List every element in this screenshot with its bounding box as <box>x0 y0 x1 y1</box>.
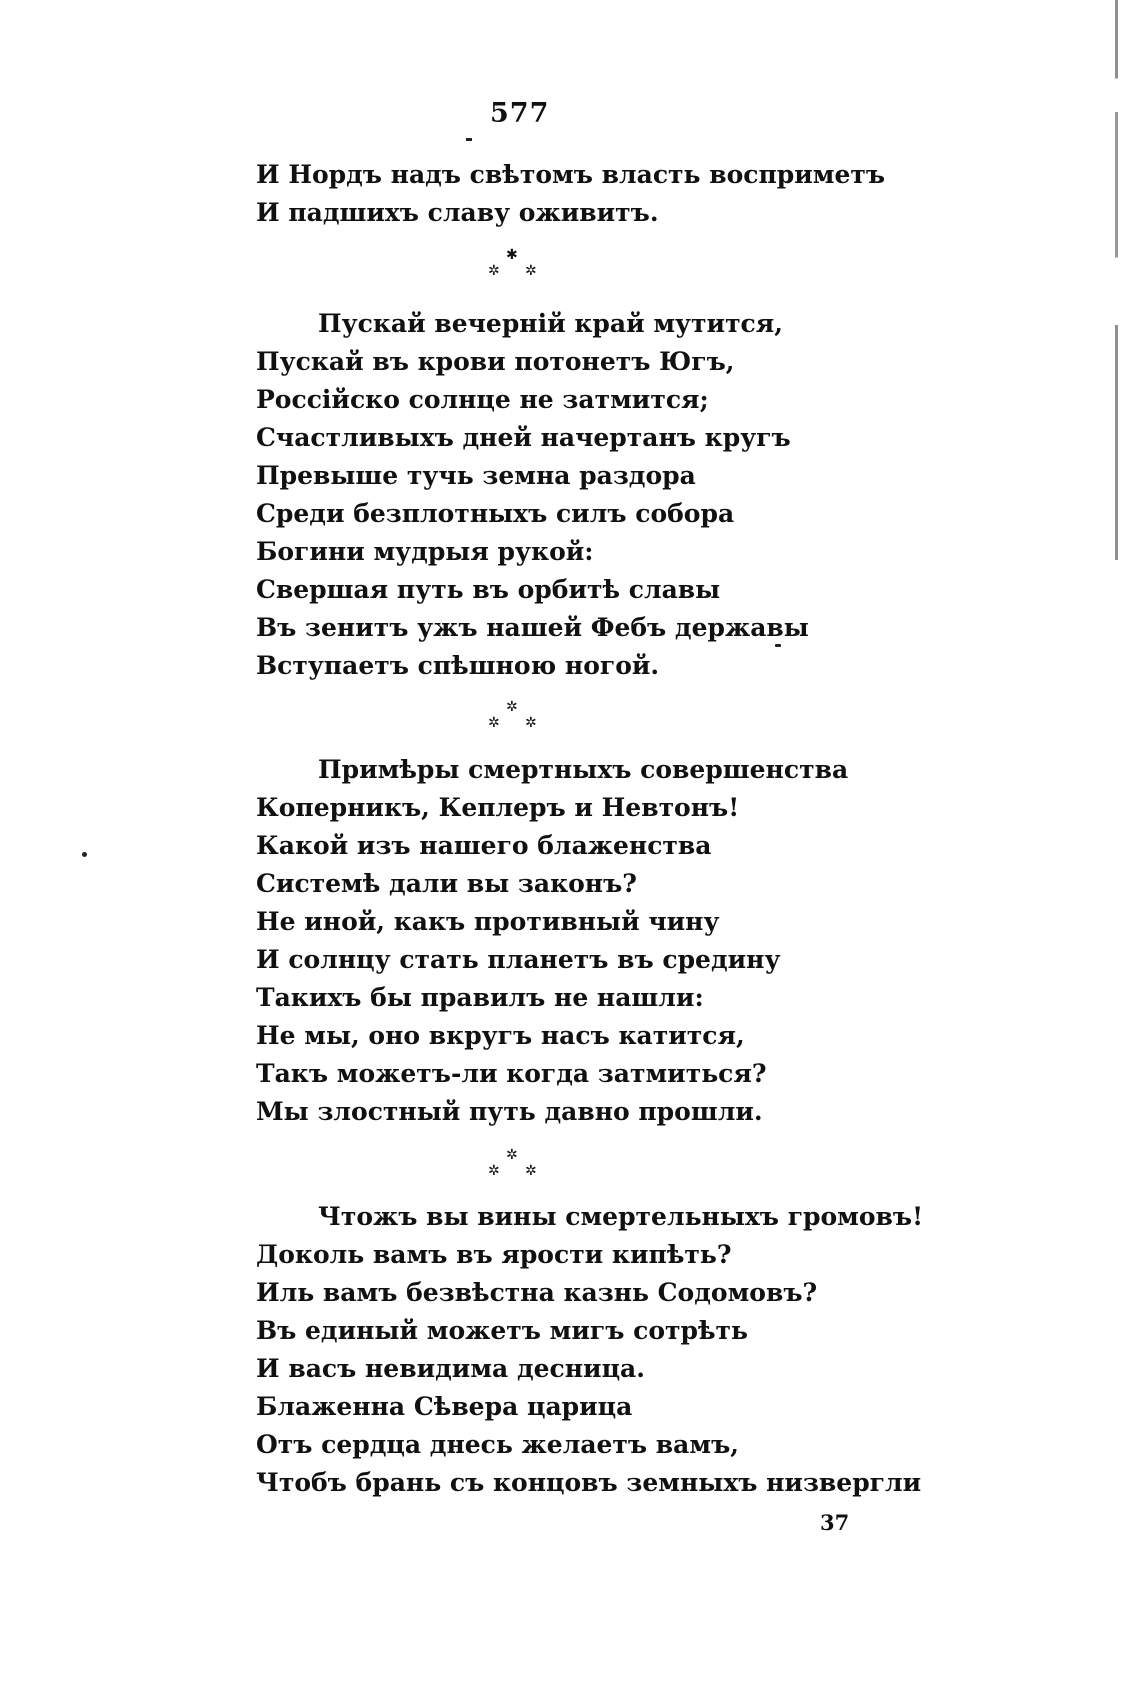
stanza-4 <box>256 1198 923 1502</box>
signature-number: 37 <box>820 1510 850 1535</box>
verse-line: Превыше тучь земна раздора <box>256 461 696 490</box>
asterism-star-icon: ✲ <box>488 715 500 731</box>
ink-speck <box>82 852 87 857</box>
stanza-separator <box>480 248 550 288</box>
verse-line: Среди безплотныхъ силъ собора <box>256 499 735 528</box>
verse-line: И солнцу стать планетъ въ средину <box>256 945 781 974</box>
verse-line: Свершая путь въ орбитѣ славы <box>256 575 721 604</box>
asterism-star-icon: ✲ <box>488 1163 500 1179</box>
verse-line: Доколь вамъ въ ярости кипѣть? <box>256 1240 732 1269</box>
verse-line: Пускай въ крови потонетъ Югъ, <box>256 347 735 376</box>
verse-line: Не мы, оно вкругъ насъ катится, <box>256 1021 745 1050</box>
page-number: 577 <box>490 98 550 129</box>
verse-line: Чтожъ вы вины смертельныхъ громовъ! <box>318 1202 924 1231</box>
asterism-star-icon: ✲ <box>506 1147 518 1163</box>
verse-line: Такъ можетъ-ли когда затмиться? <box>256 1059 767 1088</box>
asterism-star-icon: ✲ <box>525 263 537 279</box>
verse-line: Россійско солнце не затмится; <box>256 385 709 414</box>
stanza-separator <box>480 1148 550 1188</box>
verse-line: Чтобъ брань съ концовъ земныхъ низвергли <box>256 1468 922 1497</box>
stanza-2 <box>256 305 809 685</box>
asterism-star-icon: ✲ <box>525 715 537 731</box>
verse-line: И васъ невидима десница. <box>256 1354 645 1383</box>
verse-line: Такихъ бы правилъ не нашли: <box>256 983 704 1012</box>
stanza-3 <box>256 751 848 1131</box>
verse-line: Коперникъ, Кеплеръ и Невтонъ! <box>256 793 740 822</box>
verse-line: Какой изъ нашего блаженства <box>256 831 712 860</box>
verse-line: Пускай вечерній край мутится, <box>318 309 783 338</box>
verse-line: Блаженна Сѣвера царица <box>256 1392 633 1421</box>
verse-line: Счастливыхъ дней начертанъ кругъ <box>256 423 791 452</box>
verse-line: И Нордъ надъ свѣтомъ власть восприметъ <box>256 160 886 189</box>
verse-line: Системѣ дали вы законъ? <box>256 869 637 898</box>
verse-line: Отъ сердца днесь желаетъ вамъ, <box>256 1430 739 1459</box>
verse-line: Иль вамъ безвѣстна казнь Содомовъ? <box>256 1278 818 1307</box>
asterism-star-icon: ✱ <box>506 247 518 263</box>
verse-line: Въ единый можетъ мигъ сотрѣть <box>256 1316 749 1345</box>
verse-line: И падшихъ славу оживитъ. <box>256 198 659 227</box>
verse-line: Въ зенитъ ужъ нашей Фебъ державы <box>256 613 809 642</box>
verse-line: Не иной, какъ противный чину <box>256 907 720 936</box>
ink-speck <box>775 644 781 647</box>
verse-line: Примѣры смертныхъ совершенства <box>318 755 849 784</box>
stanza-separator <box>480 700 550 740</box>
stanza-1 <box>256 156 885 232</box>
asterism-star-icon: ✲ <box>525 1163 537 1179</box>
verse-line: Вступаетъ спѣшною ногой. <box>256 651 660 680</box>
page-edge-mark <box>1115 0 1118 560</box>
page-number-tick <box>466 138 472 141</box>
verse-line: Мы злостный путь давно прошли. <box>256 1097 763 1126</box>
verse-line: Богини мудрыя рукой: <box>256 537 594 566</box>
asterism-star-icon: ✲ <box>506 699 518 715</box>
asterism-star-icon: ✲ <box>488 263 500 279</box>
